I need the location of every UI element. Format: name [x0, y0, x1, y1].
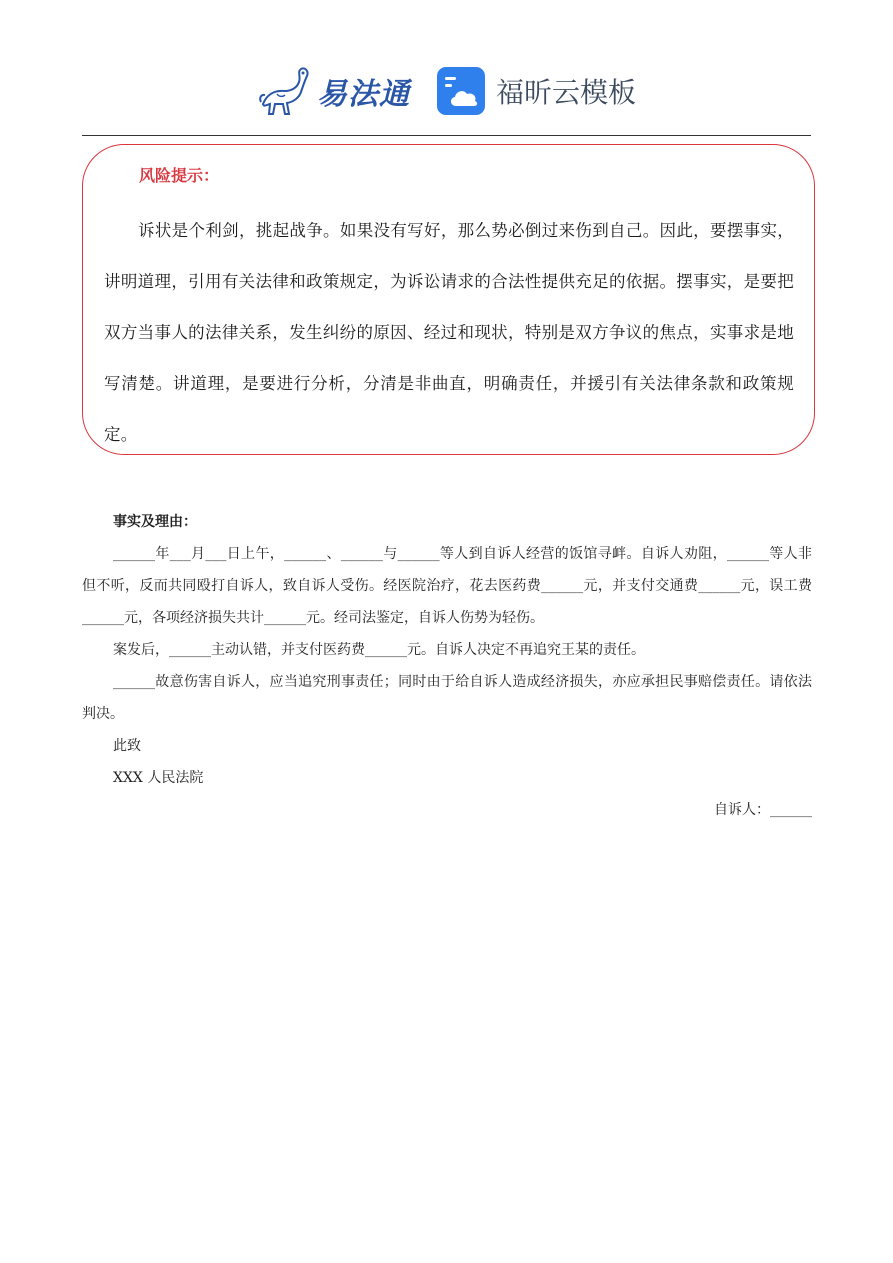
salutation: 此致: [113, 738, 141, 754]
page-header: [0, 56, 893, 126]
foxit-cloud-template-logo: [436, 66, 636, 116]
signature-line: 自诉人：______: [714, 802, 812, 818]
header-divider: [82, 135, 811, 136]
request-paragraph: ______故意伤害自诉人，应当追究刑事责任；同时由于给自诉人造成经济损失，亦应承担民事赔偿责任。请依法判决。: [82, 674, 812, 722]
complaint-document: [82, 506, 812, 826]
risk-warning-box: [82, 144, 815, 455]
yifatong-logo-text: 易法通: [316, 77, 410, 112]
facts-paragraph: ______年___月___日上午，______、______与______等人到自诉人经营的饭馆寻衅。自诉人劝阻，______等人非但不听，反而共同殴打自诉人，致自诉人受伤。经医院治疗，花去医药费______元，并支付交通费______元，误工费______元，各项经济损失共计______元。经司法鉴定，自诉人伤势为轻伤。: [82, 546, 812, 626]
section-title-facts: 事实及理由：: [113, 514, 197, 530]
foxit-cloud-template-text: 福昕云模板: [495, 76, 636, 109]
risk-warning-body: 诉状是个利剑，挑起战争。如果没有写好，那么势必倒过来伤到自己。因此，要摆事实，讲明道理，引用有关法律和政策规定，为诉讼请求的合法性提供充足的依据。摆事实，是要把双方当事人的法律关系，发生纠纷的原因、经过和现状，特别是双方争议的焦点，实事求是地写清楚。讲道理，是要进行分析，分清是非曲直，明确责任，并援引有关法律条款和政策规定。: [104, 221, 794, 444]
foxit-cloud-icon: [436, 66, 486, 116]
risk-warning-title: 风险提示：: [139, 166, 220, 185]
qilin-mascot-icon: [257, 64, 313, 118]
court-name: XXX 人民法院: [113, 770, 204, 786]
yifatong-logo: [257, 64, 410, 118]
aftermath-paragraph: 案发后，______主动认错，并支付医药费______元。自诉人决定不再追究王某的责任。: [113, 642, 645, 658]
